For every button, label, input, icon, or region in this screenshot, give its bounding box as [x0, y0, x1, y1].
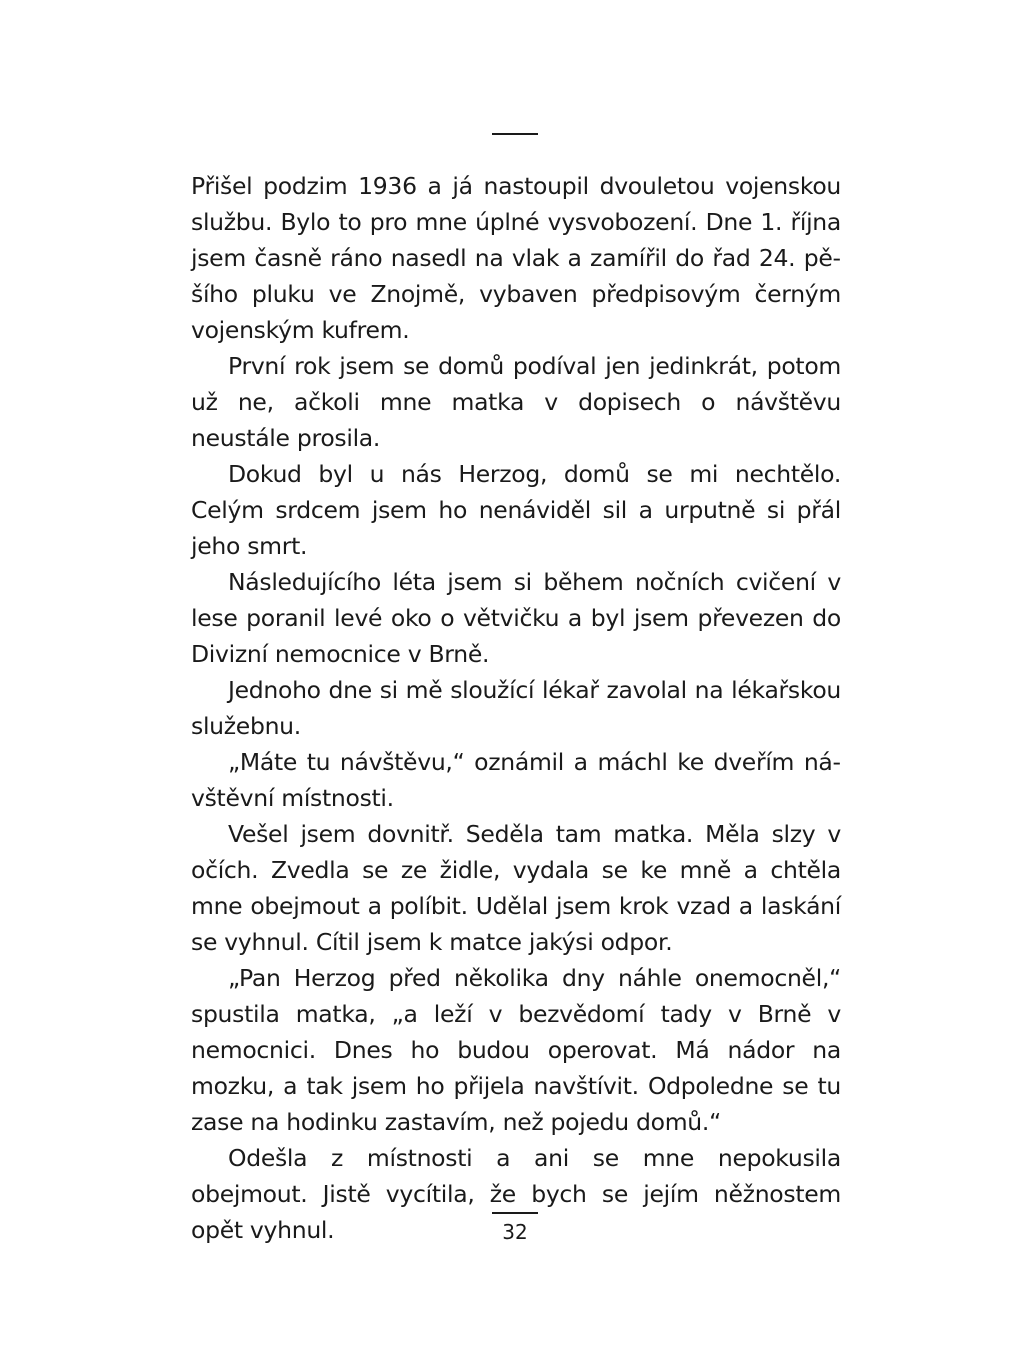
paragraph-6: „Máte tu návštěvu,“ oznámil a máchl ke dveřím návštěvní místnosti. [191, 748, 841, 812]
body-text [191, 168, 841, 1248]
paragraph-5: Jednoho dne si mě sloužící lékař zavolal na lékařskou služebnu. [191, 676, 841, 740]
bottom-rule [492, 1212, 538, 1214]
paragraph-3: Dokud byl u nás Herzog, domů se mi nechtělo. Celým srdcem jsem ho nenáviděl sil a urputně si přál jeho smrt. [191, 460, 841, 560]
top-rule [492, 133, 538, 135]
paragraph-9: Odešla z místnosti a ani se mne nepokusila obejmout. Jistě vycítila, že bych se jejím něžnostem opět vyhnul. [191, 1144, 841, 1244]
page-number: 32 [502, 1220, 528, 1244]
paragraph-4: Následujícího léta jsem si během nočních cvičení v lese poranil levé oko o větvičku a byl jsem převezen do Divizní nemocnice v Brně. [191, 568, 841, 668]
paragraph-8: „Pan Herzog před několika dny náhle onemocněl,“ spustila matka, „a leží v bezvědomí tady v Brně v nemocnici. Dnes ho budou operovat. Má nádor na mozku, a tak jsem ho přijela navštívit. Odpoledne se tu zase na hodinku zastavím, než pojedu domů.“ [191, 964, 841, 1136]
paragraph-2: První rok jsem se domů podíval jen jedinkrát, potom už ne, ačkoli mne matka v dopisech o návštěvu neustále prosila. [191, 352, 841, 452]
paragraph-1: Přišel podzim 1936 a já nastoupil dvouletou vojenskou službu. Bylo to pro mne úplné vysvobození. Dne 1. října jsem časně ráno nasedl na vlak a zamířil do řad 24. pěšího pluku ve Znojmě, vybaven předpisovým černým vojenským kufrem. [191, 172, 841, 344]
paragraph-7: Vešel jsem dovnitř. Seděla tam matka. Měla slzy v očích. Zvedla se ze židle, vydala se ke mně a chtěla mne obejmout a políbit. Udělal jsem krok vzad a laskání se vyhnul. Cítil jsem k matce jakýsi odpor. [191, 820, 841, 956]
